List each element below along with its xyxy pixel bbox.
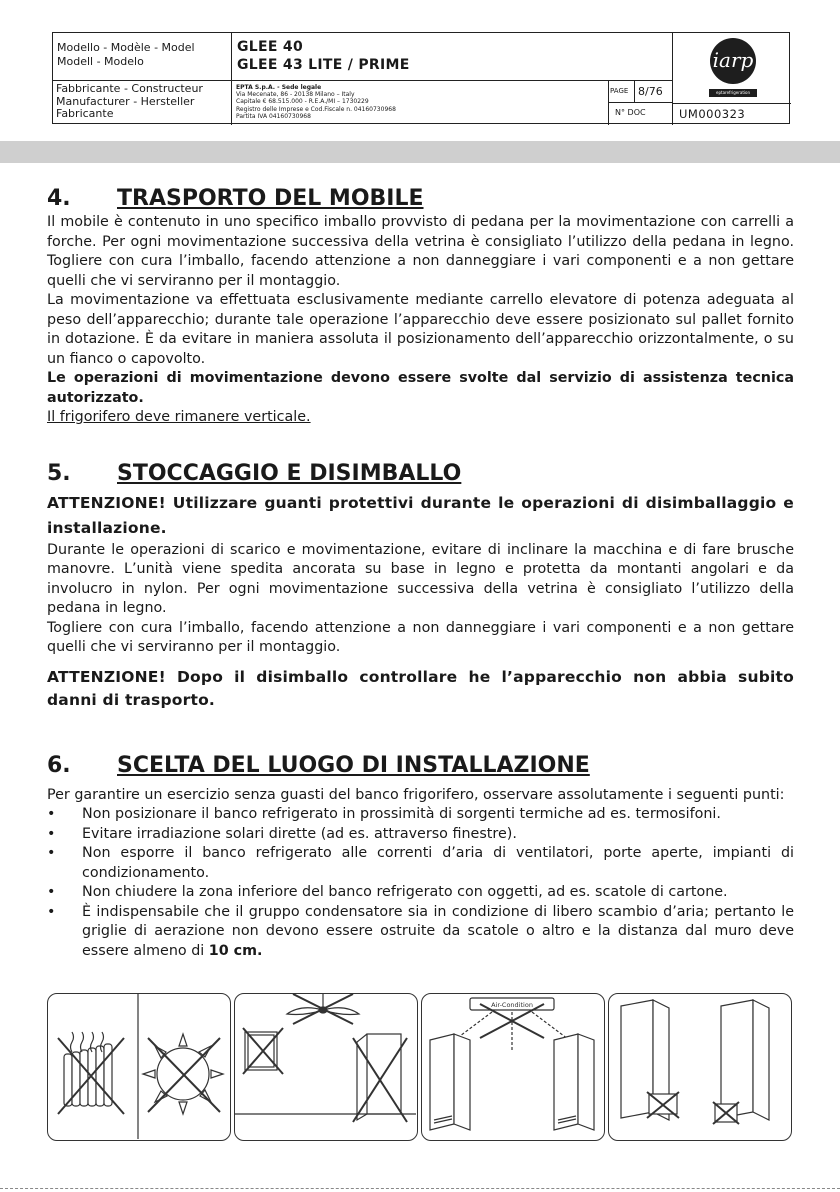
- ventilation-figure: [608, 993, 792, 1141]
- section-4-paragraph-1: Il mobile è contenuto in uno specifico imballo provvisto di pedana per la movimentazione con carrelli a forche. Per ogni movimentazione successiva della vetrina è consigliato l’utilizzo della pedana in legno. Togliere con cura l’imballo, facendo attenzione a non danneggiare i vari componenti e a non gettare quelli che vi serviranno per il montaggio.: [47, 214, 794, 289]
- manufacturer-line: Capitale € 68.515.000 - R.E.A./MI – 1730229: [236, 98, 369, 106]
- radiator-sun-icon: [48, 994, 229, 1139]
- air-condition-icon: [422, 994, 603, 1139]
- section-4-paragraph-2: La movimentazione va effettuata esclusivamente mediante carrello elevatore di potenza adeguata al peso dell’apparecchio; durante tale operazione l’apparecchio deve essere posizionato sul pallet fornito in dotazione. È da evitare in maniera assoluta il posizionamento dell’apparecchio orizzontalmente, o su un fianco o capovolto.: [47, 292, 794, 367]
- section-title: STOCCAGGIO E DISIMBALLO: [117, 460, 462, 486]
- page-number: 8/76: [635, 81, 673, 103]
- manufacturer-label-line2: Manufacturer - Hersteller: [56, 94, 195, 108]
- installation-illustrations: [47, 993, 794, 1143]
- list-item: • Non esporre il banco refrigerato alle correnti d’aria di ventilatori, porte aperte, impianti di condizionamento.: [47, 844, 794, 883]
- section-5-warning-1: ATTENZIONE! Utilizzare guanti protettivi durante le operazioni di disimballaggio e installazione.: [47, 493, 794, 537]
- doc-number: UM000323: [673, 103, 791, 125]
- list-item-text: È indispensabile che il gruppo condensatore sia in condizione di libero scambio d’aria; pertanto le griglie di aerazione non devono essere ostruite da scatole o altro e la distanza dal muro deve essere almeno di: [82, 903, 794, 959]
- section-title: TRASPORTO DEL MOBILE: [117, 186, 424, 211]
- section-4-paragraph-3: Le operazioni di movimentazione devono essere svolte dal servizio di assistenza tecnica autorizzato.: [47, 370, 794, 406]
- brand-logo: [673, 33, 791, 103]
- manufacturer-line: Partita IVA 04160730968: [236, 112, 311, 120]
- section-title: SCELTA DEL LUOGO DI INSTALLAZIONE: [117, 752, 590, 778]
- iarp-logo-icon: iarp: [710, 38, 756, 84]
- doc-number-label: N° DOC: [609, 103, 673, 125]
- section-5-warning-2: ATTENZIONE! Dopo il disimballo controllare he l’apparecchio non abbia subito danni di trasporto.: [47, 667, 794, 709]
- section-4-heading: [47, 185, 794, 213]
- installation-rules-list: [47, 805, 794, 961]
- section-number: 4.: [47, 186, 71, 211]
- cabinet-ventilation-icon: [609, 994, 790, 1139]
- header-divider-band: [0, 141, 840, 163]
- section-4-paragraph-4: Il frigorifero deve rimanere verticale.: [47, 409, 311, 425]
- manufacturer-line: Registro delle Imprese e Cod.Fiscale n. 04160730968: [236, 105, 396, 113]
- model-value: [232, 33, 673, 81]
- model-label: [53, 33, 232, 81]
- manufacturer-label: [53, 81, 232, 125]
- page-footer-line: [0, 1188, 840, 1189]
- model-value-line1: GLEE 40: [237, 39, 303, 55]
- section-6-intro: Per garantire un esercizio senza guasti del banco frigorifero, osservare assolutamente i seguenti punti:: [47, 786, 785, 803]
- epta-logo-bar: eptarefrigeration: [709, 89, 757, 97]
- list-item: • Non posizionare il banco refrigerato in prossimità di sorgenti termiche ad es. termosifoni.: [47, 805, 794, 825]
- manufacturer-line: EPTA S.p.A. - Sede legale: [236, 84, 322, 91]
- list-item: [47, 903, 794, 962]
- air-condition-figure: [421, 993, 605, 1141]
- model-label-line2: Modell - Modelo: [57, 55, 144, 68]
- section-number: 5.: [47, 460, 71, 486]
- section-number: 6.: [47, 752, 71, 778]
- manufacturer-info: [232, 81, 609, 125]
- model-value-line2: GLEE 43 LITE / PRIME: [237, 57, 410, 73]
- list-item: • Evitare irradiazione solari dirette (ad es. attraverso finestre).: [47, 825, 794, 845]
- heat-sources-figure: [47, 993, 231, 1141]
- section-5-paragraph-2: Togliere con cura l’imballo, facendo attenzione a non danneggiare i vari componenti e a non gettare quelli che vi serviranno per il montaggio.: [47, 619, 794, 655]
- list-item: • Non chiudere la zona inferiore del banco refrigerato con oggetti, ad es. scatole di cartone.: [47, 883, 794, 903]
- section-6-heading: [47, 752, 794, 780]
- air-currents-figure: [234, 993, 418, 1141]
- section-5-paragraph-1: Durante le operazioni di scarico e movimentazione, evitare di inclinare la macchina e di fare brusche manovre. L’unità viene spedita ancorata su base in legno e protetta da montanti angolari e da involucro in nylon. Per ogni movimentazione successiva della vetrina è consigliato l’utilizzo della pedana in legno.: [47, 541, 794, 616]
- list-item-bold: 10 cm.: [208, 942, 263, 959]
- manufacturer-line: Via Mecenate, 86 - 20138 Milano – Italy: [236, 91, 355, 99]
- document-header: [52, 32, 790, 124]
- model-label-line1: Modello - Modèle - Model: [57, 41, 195, 54]
- page-label: PAGE: [609, 81, 635, 103]
- manufacturer-label-line3: Fabricante: [56, 107, 114, 120]
- section-5-heading: [47, 460, 794, 488]
- air-condition-label: Air-Condition: [491, 1001, 533, 1009]
- main-content: [47, 185, 794, 961]
- window-fan-door-icon: [235, 994, 416, 1139]
- manufacturer-label-line1: Fabbricante - Constructeur: [56, 82, 203, 95]
